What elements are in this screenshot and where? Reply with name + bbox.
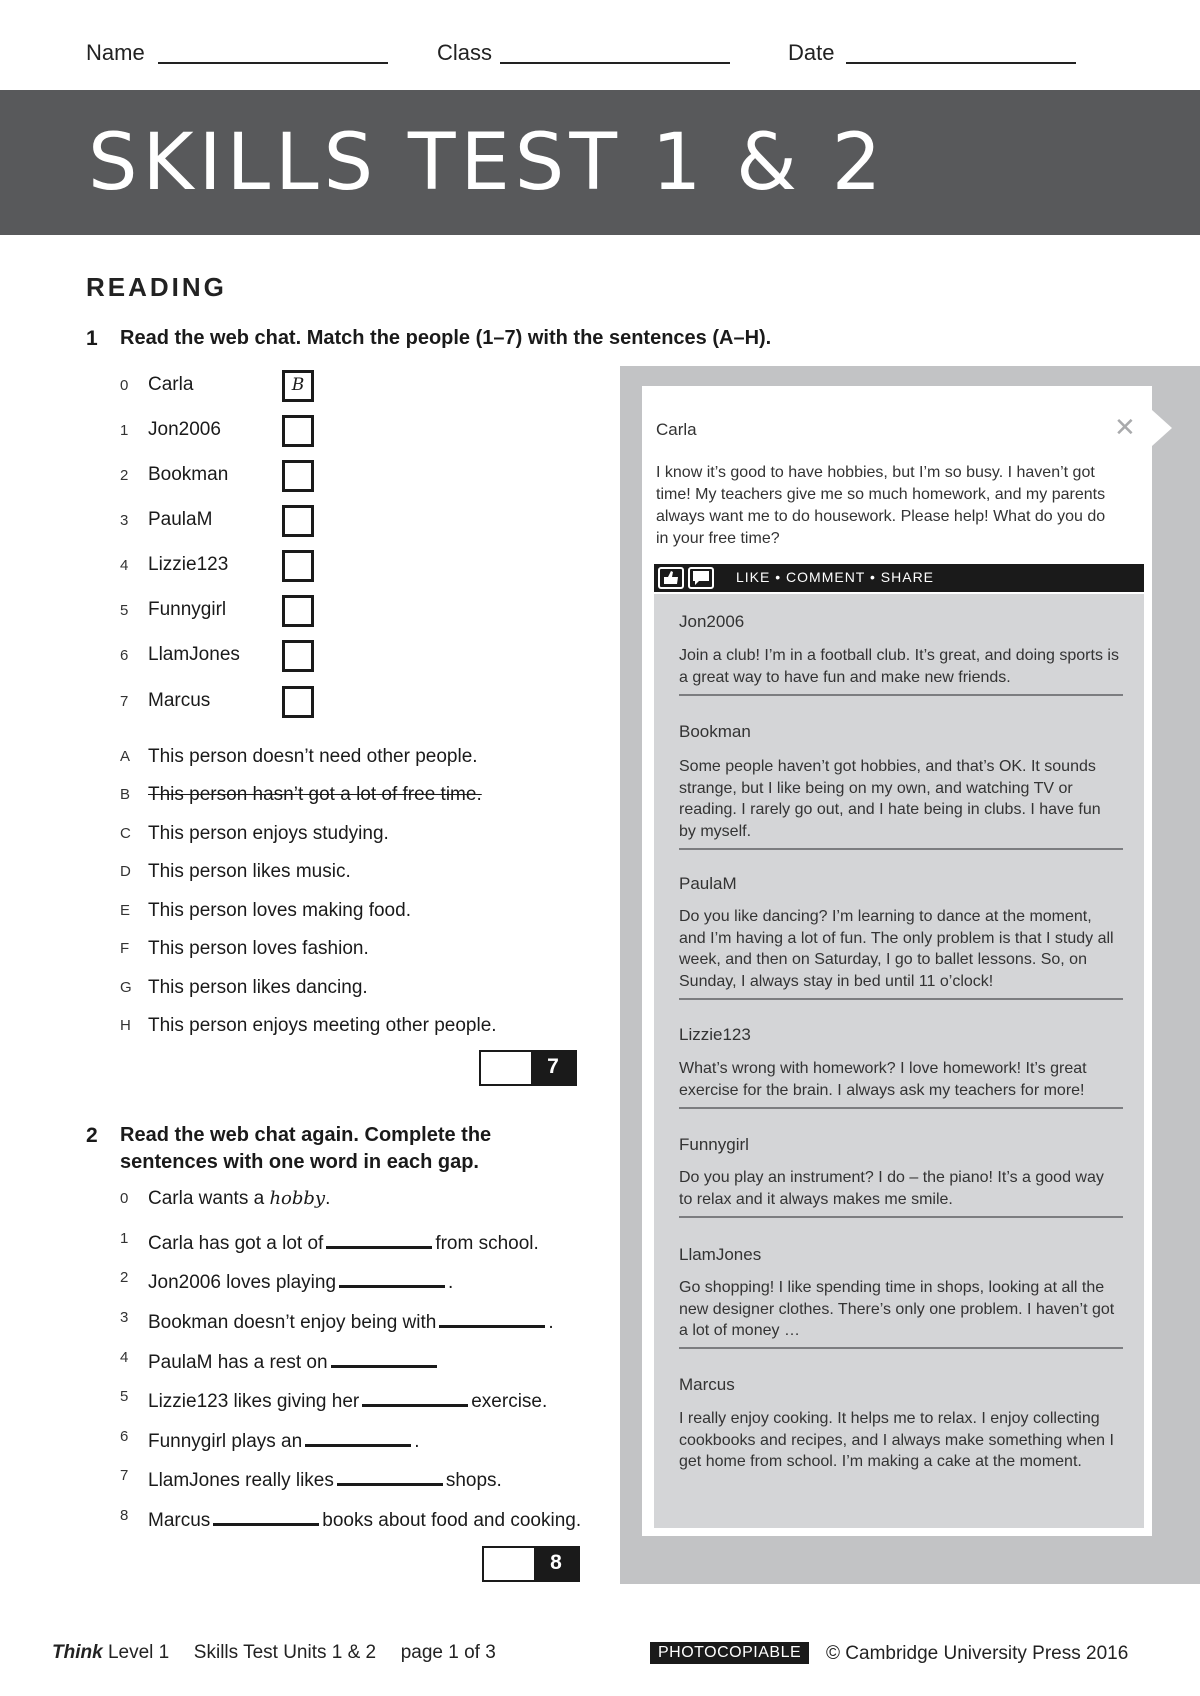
- reply-divider: [679, 848, 1123, 850]
- score-total: 8: [550, 1551, 562, 1574]
- gap-text: [148, 1267, 453, 1294]
- person-number: 6: [120, 647, 129, 664]
- sentence-row: [120, 821, 600, 851]
- gap-after: .: [448, 1272, 454, 1293]
- answer-blank[interactable]: [362, 1386, 468, 1407]
- date-label: Date: [788, 40, 835, 65]
- person-name: Lizzie123: [148, 554, 229, 575]
- reply-divider: [679, 1107, 1123, 1109]
- gap-sentence: [120, 1463, 600, 1493]
- gap-after: .: [325, 1188, 331, 1209]
- reply-divider: [679, 998, 1123, 1000]
- gap-text: [148, 1465, 502, 1492]
- footer-page: page 1 of 3: [400, 1642, 496, 1663]
- person-number: 2: [120, 467, 129, 484]
- question-2-instruction-line1: Read the web chat again. Complete the: [120, 1124, 492, 1146]
- reply-divider: [679, 1347, 1123, 1349]
- sentence-text: This person hasn’t got a lot of free time.: [148, 784, 482, 805]
- reply-divider: [679, 694, 1123, 696]
- section-heading: READING: [86, 272, 227, 302]
- date-field[interactable]: [846, 62, 1076, 64]
- gap-text: [148, 1505, 581, 1532]
- answer-box[interactable]: [282, 550, 314, 582]
- sentence-letter: C: [120, 825, 131, 842]
- gap-before: Marcus: [148, 1510, 211, 1531]
- reply-author: Jon2006: [679, 612, 745, 631]
- person-name: Marcus: [148, 690, 211, 711]
- gap-number: 0: [120, 1190, 129, 1207]
- gap-before: Carla has got a lot of: [148, 1233, 324, 1254]
- gap-text: [148, 1188, 330, 1210]
- reply-message: What’s wrong with homework? I love homework! It’s great exercise for the brain. I always ask my teachers for more!: [679, 1060, 1087, 1099]
- gap-before: Jon2006 loves playing: [148, 1272, 337, 1293]
- gap-after: shops.: [445, 1470, 502, 1491]
- answer-box[interactable]: [282, 460, 314, 492]
- gap-sentence: [120, 1424, 600, 1454]
- answer-blank[interactable]: [439, 1307, 545, 1328]
- gap-number: 6: [120, 1428, 129, 1445]
- answer-box[interactable]: [282, 595, 314, 627]
- gap-after: .: [548, 1312, 554, 1333]
- person-row: [120, 505, 450, 541]
- action-bar: [654, 564, 1144, 592]
- answer-box[interactable]: [282, 415, 314, 447]
- thumbs-up-icon[interactable]: [658, 567, 684, 589]
- gap-number: 2: [120, 1269, 129, 1286]
- answer-blank[interactable]: [326, 1228, 432, 1249]
- reply-author: Funnygirl: [679, 1135, 749, 1154]
- sentence-letter: D: [120, 863, 131, 880]
- sentence-row: [120, 975, 600, 1005]
- answer-blank[interactable]: [213, 1505, 319, 1526]
- original-post-message: I know it’s good to have hobbies, but I’m so busy. I haven’t got time! My teachers give me so much homework, and my parents always want me to do housework. Please help! What do you do in your free time?: [656, 464, 1106, 547]
- close-icon[interactable]: ✕: [1114, 412, 1136, 442]
- gap-number: 5: [120, 1388, 129, 1405]
- footer-info: [52, 1642, 496, 1664]
- person-number: 4: [120, 557, 129, 574]
- person-row: [120, 415, 450, 451]
- answer-blank[interactable]: [331, 1347, 437, 1368]
- reply-message: I really enjoy cooking. It helps me to relax. I enjoy collecting cookbooks and recipes, and I always make something when I get home from school. I’m making a cake at the moment.: [679, 1410, 1114, 1470]
- person-number: 3: [120, 512, 129, 529]
- reply-divider: [679, 1216, 1123, 1218]
- gap-sentence: [120, 1503, 600, 1533]
- sentence-letter: H: [120, 1017, 131, 1034]
- gap-number: 1: [120, 1230, 129, 1247]
- gap-before: Bookman doesn’t enjoy being with: [148, 1312, 437, 1333]
- gap-after: books about food and cooking.: [322, 1510, 582, 1531]
- footer-level: Level 1: [107, 1642, 170, 1663]
- answer-blank[interactable]: [337, 1465, 443, 1486]
- question-2-instruction-line2: sentences with one word in each gap.: [120, 1151, 479, 1173]
- person-number: 1: [120, 422, 129, 439]
- person-row: [120, 595, 450, 631]
- gap-sentence: [120, 1305, 600, 1335]
- example-answer: hobby: [269, 1188, 326, 1209]
- footer-test: Skills Test Units 1 & 2: [193, 1642, 377, 1663]
- gap-after: from school.: [435, 1233, 539, 1254]
- question-1-number: 1: [86, 327, 98, 350]
- person-name: LlamJones: [148, 644, 240, 665]
- sentence-letter: F: [120, 940, 130, 957]
- person-name: Jon2006: [148, 419, 221, 440]
- gap-before: PaulaM has a rest on: [148, 1352, 328, 1373]
- name-field[interactable]: [158, 62, 388, 64]
- person-row: [120, 640, 450, 676]
- reply-author: PaulaM: [679, 874, 737, 893]
- question-2-number: 2: [86, 1124, 98, 1147]
- reply-message: Go shopping! I like spending time in shops, looking at all the new designer clothes. There’s only one problem. I haven’t got a lot of money …: [679, 1279, 1115, 1339]
- footer-series: Think: [52, 1642, 103, 1663]
- sentence-row: [120, 782, 600, 812]
- sentence-row: [120, 936, 600, 966]
- answer-box[interactable]: [282, 370, 314, 402]
- sentence-text: This person doesn’t need other people.: [148, 746, 478, 767]
- page-title: SKILLS TEST 1 & 2: [88, 118, 887, 208]
- sentence-text: This person loves making food.: [148, 900, 411, 921]
- person-name: Carla: [148, 374, 194, 395]
- gap-before: Lizzie123 likes giving her: [148, 1391, 360, 1412]
- gap-sentence: [120, 1384, 600, 1414]
- score-box-q2[interactable]: [482, 1546, 580, 1582]
- sentence-text: This person likes dancing.: [148, 977, 368, 998]
- sentence-letter: B: [120, 786, 131, 803]
- gap-sentence: [120, 1186, 600, 1216]
- action-links[interactable]: LIKE • COMMENT • SHARE: [736, 569, 935, 585]
- answer-box[interactable]: [282, 505, 314, 537]
- gap-text: [148, 1426, 419, 1453]
- gap-sentence: [120, 1265, 600, 1295]
- person-number: 5: [120, 602, 129, 619]
- reply-author: Lizzie123: [679, 1025, 751, 1044]
- gap-sentence: [120, 1226, 600, 1256]
- gap-before: LlamJones really likes: [148, 1470, 334, 1491]
- gap-text: [148, 1347, 440, 1374]
- person-name: Bookman: [148, 464, 229, 485]
- sentence-row: [120, 859, 600, 889]
- gap-sentence: [120, 1345, 600, 1375]
- answer-box[interactable]: [282, 686, 314, 718]
- person-number: 0: [120, 377, 129, 394]
- copyright: © Cambridge University Press 2016: [826, 1643, 1129, 1664]
- gap-text: [148, 1386, 547, 1413]
- reply-message: Do you like dancing? I’m learning to dance at the moment, and I’m having a lot of fun. The only problem is that I study all week, and then on Saturday, I go to ballet lessons. So, on Sunday, I always stay in bed until 11 o’clock!: [679, 908, 1114, 990]
- comment-icon[interactable]: [688, 567, 714, 589]
- gap-before: Funnygirl plays an: [148, 1431, 303, 1452]
- score-box-q1[interactable]: [479, 1050, 577, 1086]
- class-field[interactable]: [500, 62, 730, 64]
- sentence-row: [120, 744, 600, 774]
- answer-blank[interactable]: [339, 1267, 445, 1288]
- gap-number: 4: [120, 1349, 129, 1366]
- sentence-row: [120, 1013, 600, 1043]
- gap-after: .: [414, 1431, 420, 1452]
- reply-author: Bookman: [679, 722, 751, 741]
- person-number: 7: [120, 693, 129, 710]
- person-name: PaulaM: [148, 509, 213, 530]
- sentence-letter: G: [120, 979, 132, 996]
- sentence-text: This person enjoys meeting other people.: [148, 1015, 497, 1036]
- reply-message: Join a club! I’m in a football club. It’s great, and doing sports is a great way to have fun and make new friends.: [679, 647, 1119, 686]
- name-label: Name: [86, 40, 145, 65]
- person-row: [120, 460, 450, 496]
- person-name: Funnygirl: [148, 599, 227, 620]
- sentence-letter: A: [120, 748, 131, 765]
- gap-text: [148, 1307, 554, 1334]
- sentence-text: This person enjoys studying.: [148, 823, 389, 844]
- gap-number: 8: [120, 1507, 129, 1524]
- sentence-row: [120, 898, 600, 928]
- person-row: [120, 370, 450, 406]
- person-row: [120, 550, 450, 586]
- reply-author: LlamJones: [679, 1245, 762, 1264]
- gap-before: Carla wants a: [148, 1188, 270, 1209]
- gap-after: exercise.: [471, 1391, 548, 1412]
- gap-text: [148, 1228, 539, 1255]
- answer-box[interactable]: [282, 640, 314, 672]
- reply-author: Marcus: [679, 1375, 735, 1394]
- question-1-instruction: Read the web chat. Match the people (1–7) with the sentences (A–H).: [120, 327, 772, 349]
- answer-value: B: [291, 375, 305, 395]
- sentence-letter: E: [120, 902, 131, 919]
- class-label: Class: [437, 40, 493, 65]
- sentence-text: This person loves fashion.: [148, 938, 369, 959]
- score-total: 7: [547, 1055, 559, 1078]
- original-post-author: Carla: [656, 420, 697, 439]
- gap-number: 3: [120, 1309, 129, 1326]
- reply-message: Some people haven’t got hobbies, and that’s OK. It sounds strange, but I like being on my own, and watching TV or reading. I rarely go out, and I hate being in clubs. I have fun by myself.: [679, 758, 1101, 840]
- photocopiable-badge: PHOTOCOPIABLE: [650, 1642, 809, 1664]
- gap-number: 7: [120, 1467, 129, 1484]
- speech-arrow: [1152, 410, 1172, 446]
- sentence-text: This person likes music.: [148, 861, 351, 882]
- person-row: [120, 686, 450, 722]
- reply-message: Do you play an instrument? I do – the piano! It’s a good way to relax and it always makes me smile.: [679, 1169, 1104, 1208]
- answer-blank[interactable]: [305, 1426, 411, 1447]
